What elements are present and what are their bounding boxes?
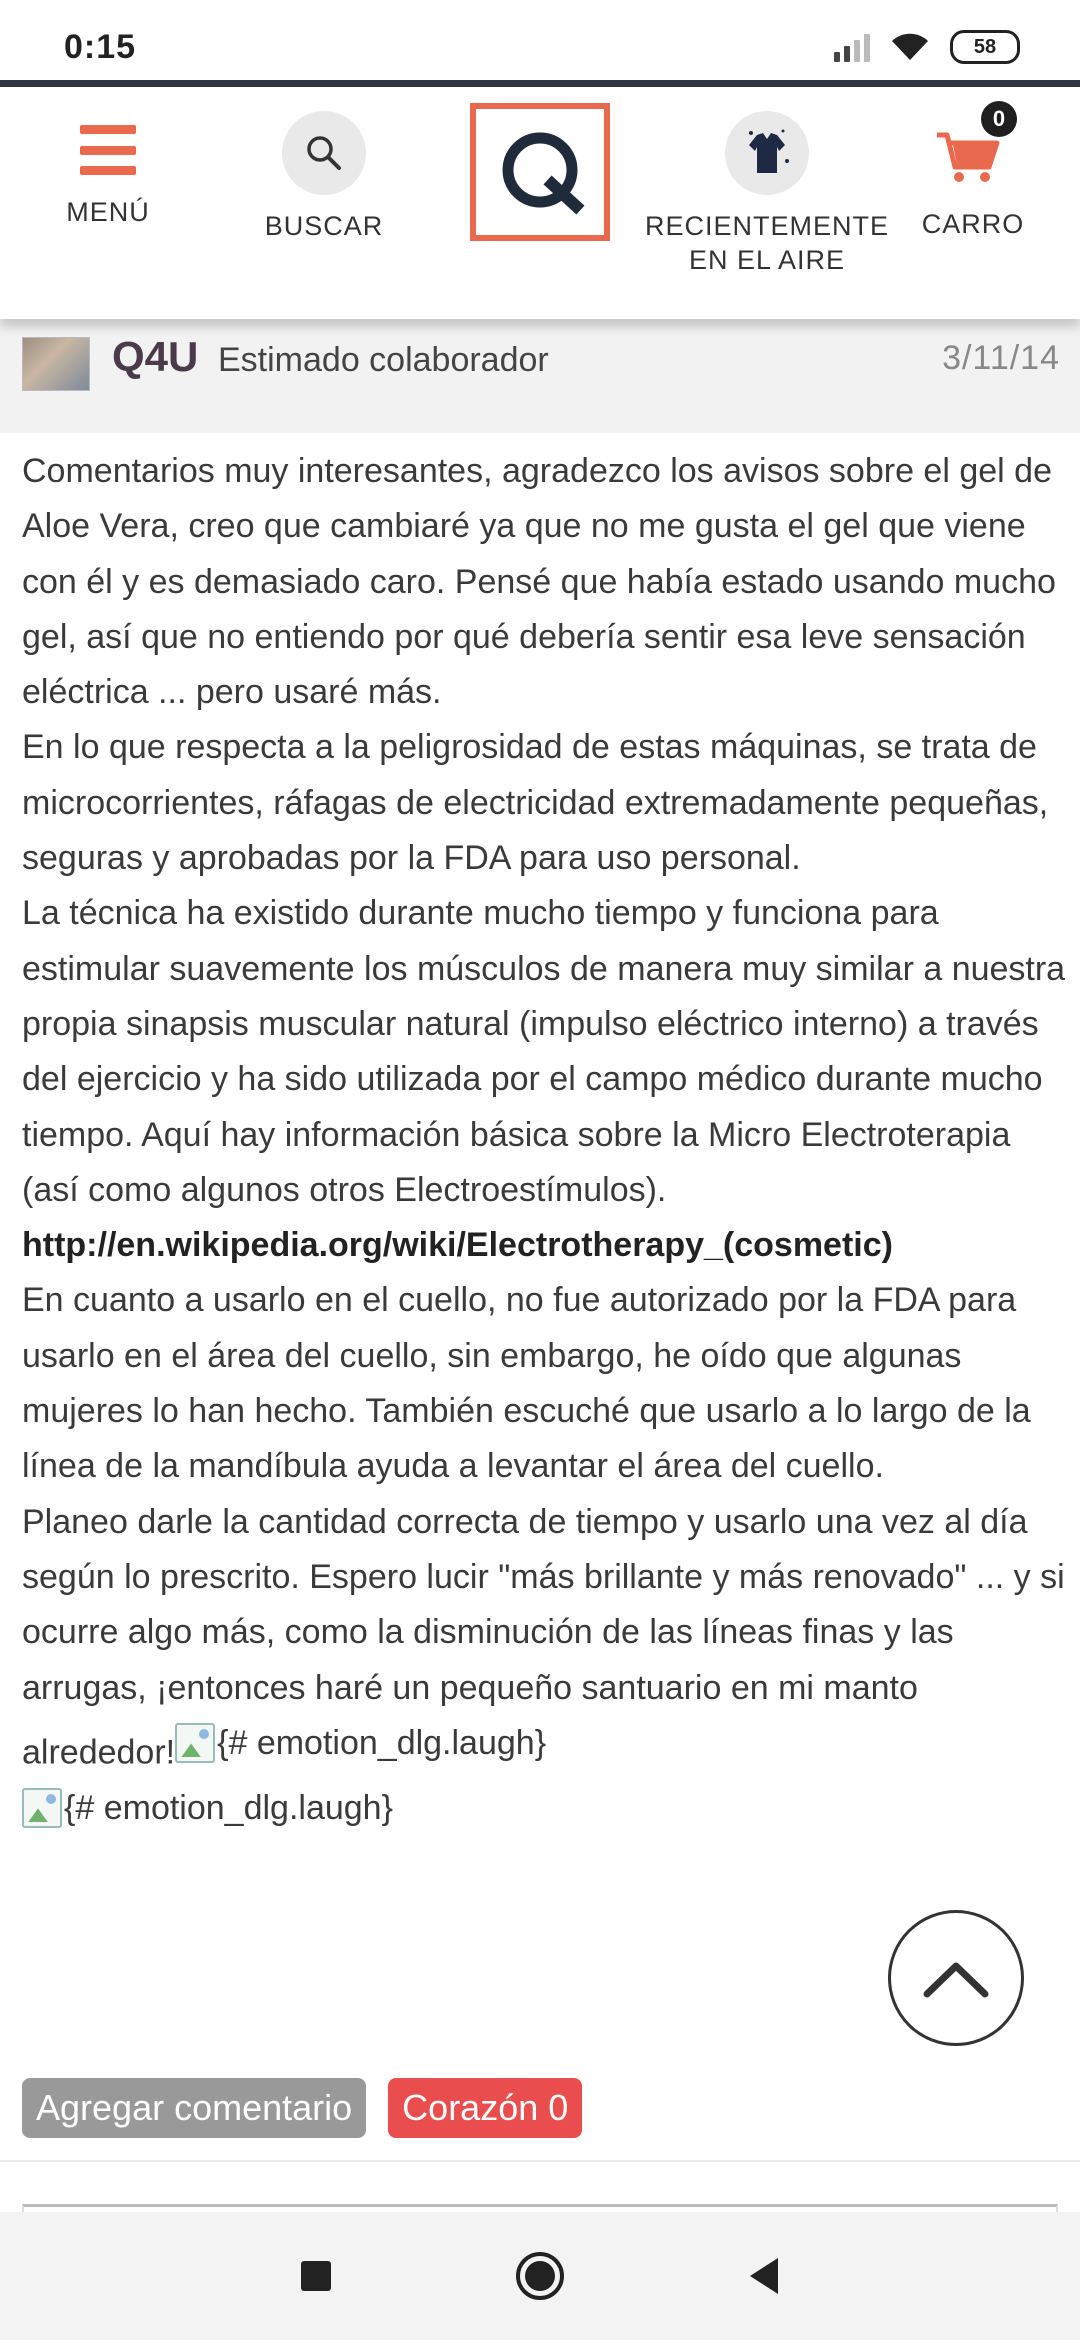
recent-label-line2: EN EL AIRE xyxy=(688,245,846,275)
recent-label-line1: RECIENTEMENTE xyxy=(644,211,890,241)
back-button[interactable] xyxy=(704,2212,824,2340)
post-divider xyxy=(0,2160,1080,2162)
chevron-up-icon xyxy=(921,1956,991,2000)
triangle-back-icon xyxy=(746,2256,782,2296)
post-date: 3/11/14 xyxy=(942,339,1060,377)
add-comment-button[interactable]: Agregar comentario xyxy=(22,2078,366,2138)
wikipedia-link[interactable]: http://en.wikipedia.org/wiki/Electrotherapy_(cosmetic) xyxy=(22,1226,893,1265)
menu-button[interactable] xyxy=(28,87,188,319)
post-paragraph: Comentarios muy interesantes, agradezco los avisos sobre el gel de Aloe Vera, creo que cambiaré ya que no me gusta el gel que viene con él y es demasiado caro. Pensé que había estado usando mucho gel, así que no entiendo por qué debería sentir esa leve sensación eléctrica ... pero usaré más. xyxy=(22,452,1056,712)
post-author[interactable]: Q4U xyxy=(112,333,199,380)
post-paragraph: En lo que respecta a la peligrosidad de estas máquinas, se trata de microcorrientes, ráfagas de electricidad extremadamente pequeñas, seguras y aprobadas por la FDA para uso personal. xyxy=(22,728,1049,878)
recently-on-air-button[interactable] xyxy=(638,87,896,319)
battery-icon xyxy=(950,30,1020,64)
emoji-laugh-2 xyxy=(22,1781,393,1836)
post-paragraph: Planeo darle la cantidad correcta de tiempo y usarlo una vez al día según lo prescrito. Espero lucir "más brillante y más renovado" ... y si ocurre algo más, como la disminución de las líneas finas y las arrugas, ¡entonces haré un pequeño santuario en mi manto alrededor! xyxy=(22,1502,1065,1772)
system-navigation-bar xyxy=(0,2212,1080,2340)
battery-level: 58 xyxy=(973,35,997,58)
site-header xyxy=(0,87,1080,319)
circle-home-icon xyxy=(514,2250,566,2302)
search-button[interactable] xyxy=(244,87,404,319)
blouse-icon xyxy=(725,111,809,195)
post-body xyxy=(22,444,1067,1846)
square-recent-apps-icon xyxy=(299,2259,333,2293)
recent-apps-button[interactable] xyxy=(256,2212,376,2340)
emoji-alt-text: {# emotion_dlg.laugh} xyxy=(217,1723,547,1762)
search-icon xyxy=(282,111,366,195)
site-logo[interactable] xyxy=(470,103,610,241)
wifi-icon xyxy=(890,32,930,62)
q-logo-icon xyxy=(490,122,590,222)
cart-button[interactable] xyxy=(908,87,1038,319)
menu-label: MENÚ xyxy=(66,197,150,227)
post-paragraph: La técnica ha existido durante mucho tiempo y funciona para estimular suavemente los músculos de manera muy similar a nuestra propia sinapsis muscular natural (impulso eléctrico interno) a través del ejercicio y ha sido utilizada por el campo médico durante mucho tiempo. Aquí hay información básica sobre la Micro Electroterapia (así como algunos otros Electroestímulos). xyxy=(22,894,1066,1209)
scroll-to-top-button[interactable] xyxy=(888,1910,1024,2046)
header-divider xyxy=(0,80,1080,87)
broken-image-icon xyxy=(22,1788,62,1828)
status-bar xyxy=(0,0,1080,82)
author-rank: Estimado colaborador xyxy=(218,341,549,379)
search-label: BUSCAR xyxy=(264,211,384,241)
heart-button[interactable]: Corazón 0 xyxy=(388,2078,582,2138)
hamburger-icon xyxy=(80,125,136,175)
cart-count-badge: 0 xyxy=(981,101,1017,137)
post-paragraph: En cuanto a usarlo en el cuello, no fue autorizado por la FDA para usarlo en el área del cuello, sin embargo, he oído que algunas mujeres lo han hecho. También escuché que usarlo a lo largo de la línea de la mandíbula ayuda a levantar el área del cuello. xyxy=(22,1281,1031,1486)
post-actions xyxy=(22,2078,582,2138)
avatar[interactable] xyxy=(22,337,90,391)
cart-label: CARRO xyxy=(921,209,1025,239)
home-button[interactable] xyxy=(480,2212,600,2340)
emoji-laugh-1 xyxy=(175,1716,546,1771)
status-time: 0:15 xyxy=(64,28,137,66)
status-icons xyxy=(834,30,1020,64)
broken-image-icon xyxy=(175,1723,215,1763)
signal-icon xyxy=(834,32,870,62)
cart-icon-wrap xyxy=(933,106,1013,191)
post-header xyxy=(0,319,1080,433)
emoji-alt-text: {# emotion_dlg.laugh} xyxy=(64,1788,393,1827)
